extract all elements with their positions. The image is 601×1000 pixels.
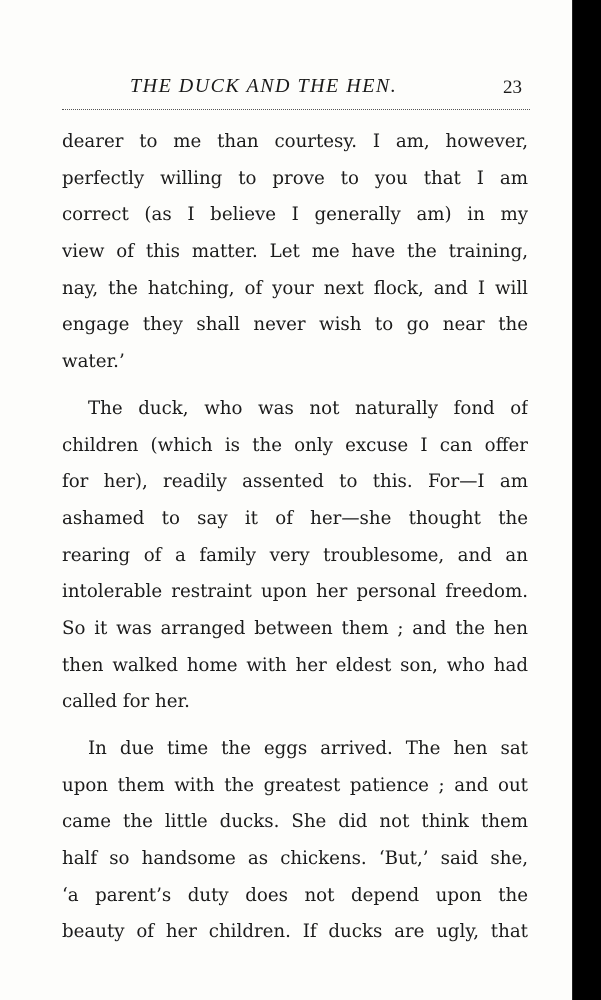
text-line: perfectly willing to prove to you that I am — [62, 167, 528, 189]
paragraph — [62, 391, 528, 721]
text-line: beauty of her children. If ducks are ugly, that — [62, 921, 528, 943]
text-line: called for her. — [62, 691, 190, 713]
page-number: 23 — [503, 77, 522, 98]
text-line: upon them with the greatest patience ; and out — [62, 774, 528, 796]
text-line: engage they shall never wish to go near the — [62, 314, 528, 336]
running-head: THE DUCK AND THE HEN. — [130, 75, 398, 97]
text-line: view of this matter. Let me have the training, — [62, 241, 528, 263]
text-line: So it was arranged between them ; and the hen — [62, 617, 528, 639]
text-line: half so handsome as chickens. ‘But,’ said she, — [62, 848, 528, 870]
text-line: nay, the hatching, of your next flock, and I will — [62, 277, 528, 299]
paragraph — [62, 731, 528, 951]
paragraph-gap — [62, 721, 528, 731]
text-line: rearing of a family very troublesome, and an — [62, 544, 528, 566]
paragraph — [62, 124, 528, 381]
text-line: The duck, who was not naturally fond of — [88, 397, 528, 419]
text-line: children (which is the only excuse I can offer — [62, 434, 528, 456]
text-line: for her), readily assented to this. For—I am — [62, 471, 528, 493]
text-line: correct (as I believe I generally am) in my — [62, 204, 528, 226]
text-line: intolerable restraint upon her personal freedom. — [62, 581, 528, 603]
text-line: ashamed to say it of her—she thought the — [62, 507, 528, 529]
paragraph-gap — [62, 381, 528, 391]
text-line: In due time the eggs arrived. The hen sat — [88, 738, 528, 759]
text-line: ‘a parent’s duty does not depend upon the — [62, 884, 528, 906]
header-rule — [62, 109, 530, 110]
body-text — [62, 124, 528, 951]
text-line: dearer to me than courtesy. I am, however, — [62, 131, 528, 152]
text-line: came the little ducks. She did not think them — [62, 811, 528, 833]
text-line: water.’ — [62, 351, 125, 373]
text-line: then walked home with her eldest son, who had — [62, 654, 528, 676]
